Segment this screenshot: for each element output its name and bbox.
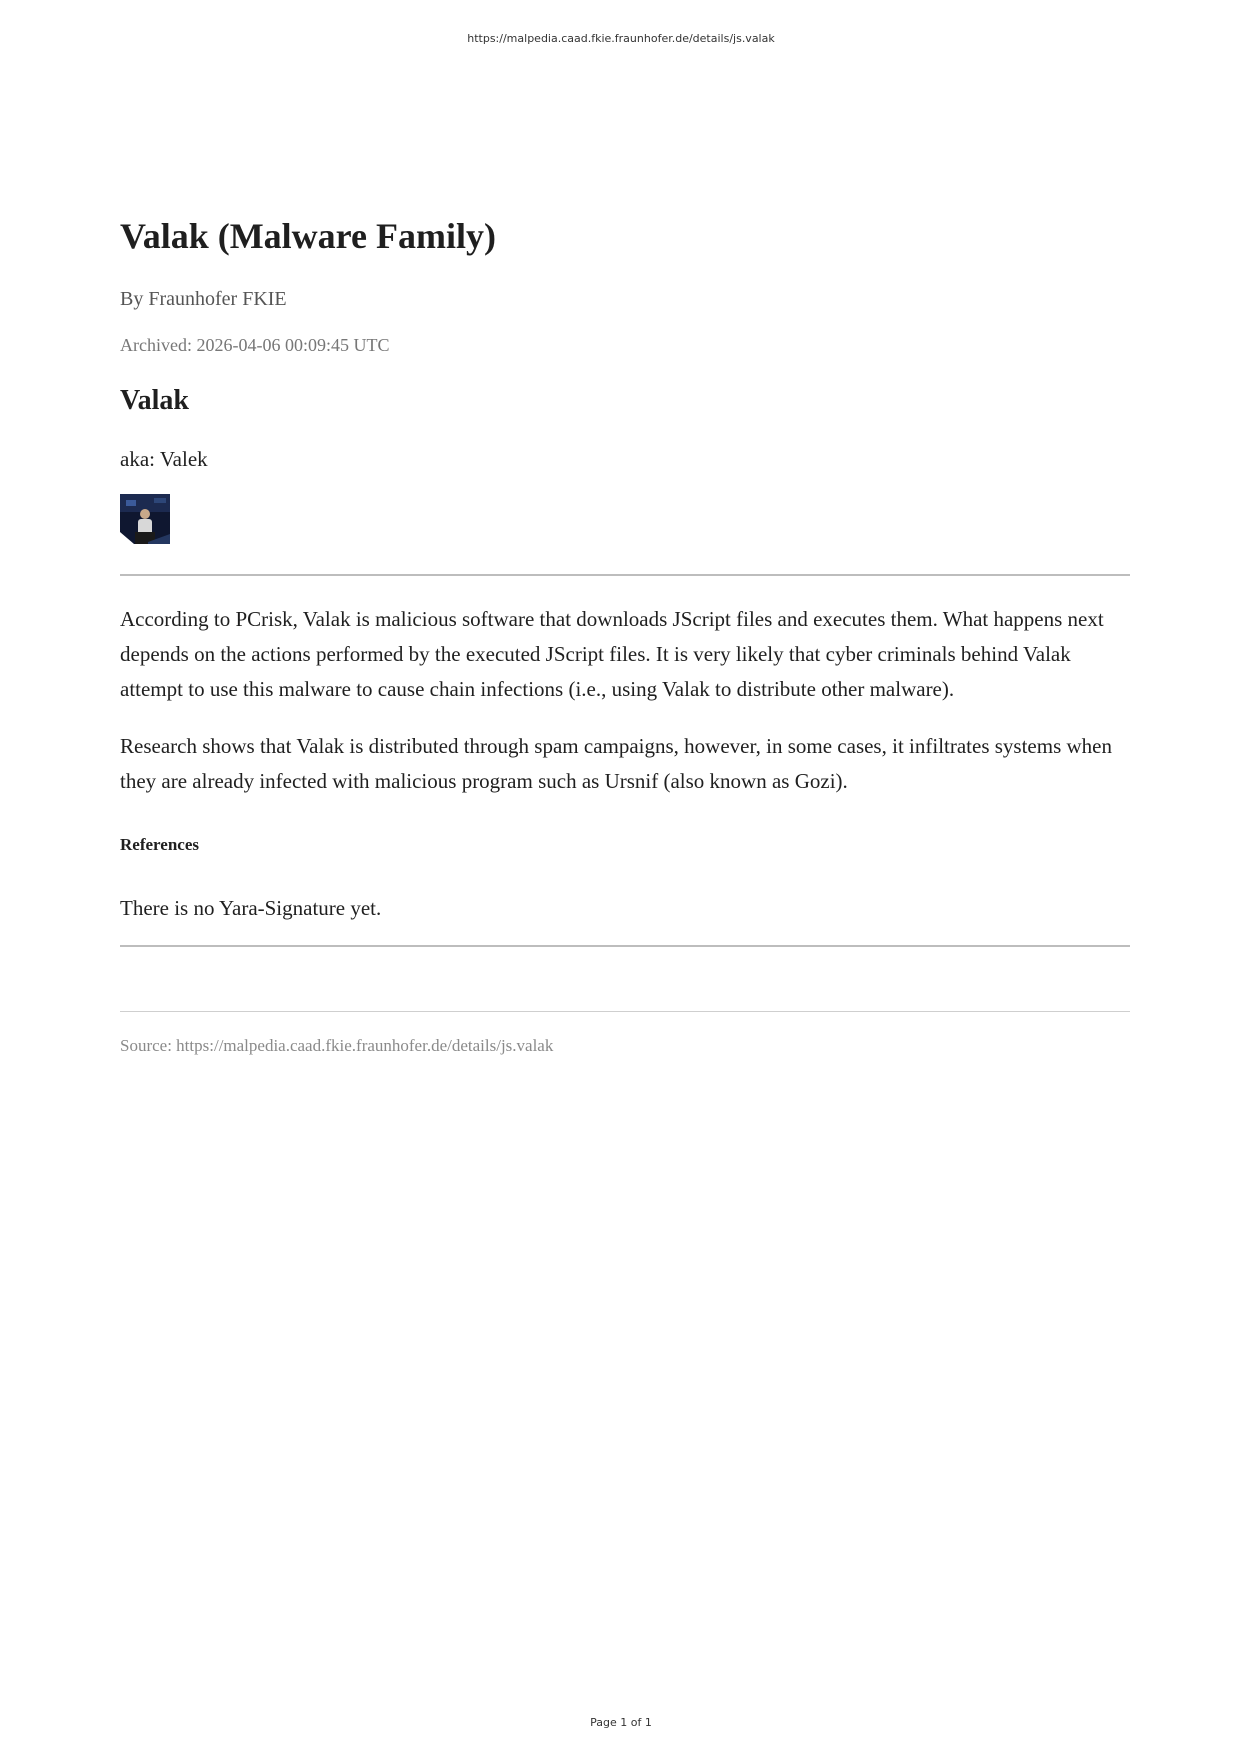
yara-status-text: There is no Yara-Signature yet. bbox=[120, 896, 382, 920]
page-number: Page 1 of 1 bbox=[590, 1716, 652, 1729]
references-heading: References bbox=[120, 835, 199, 854]
author-byline: By Fraunhofer FKIE bbox=[120, 288, 287, 310]
person-thumbnail-icon bbox=[120, 494, 170, 544]
article bbox=[120, 212, 1130, 1058]
description-paragraph: According to PCrisk, Valak is malicious software that downloads JScript files and executes them. What happens next depends on the actions performed by the executed JScript files. It is very likely that cyber criminals behind Valak attempt to use this malware to cause chain infections (i.e., using Valak to distribute other malware). bbox=[120, 607, 1104, 701]
footer-divider bbox=[120, 1011, 1130, 1012]
section-divider bbox=[120, 574, 1130, 576]
section-divider bbox=[120, 945, 1130, 947]
page-header-url: https://malpedia.caad.fkie.fraunhofer.de/details/js.valak bbox=[467, 32, 775, 45]
page-title: Valak (Malware Family) bbox=[120, 216, 496, 256]
alias-text: aka: Valek bbox=[120, 447, 208, 471]
malware-family-heading: Valak bbox=[120, 385, 190, 416]
description-paragraph: Research shows that Valak is distributed through spam campaigns, however, in some cases, it infiltrates systems when they are already infected with malicious program such as Ursnif (also known as Gozi). bbox=[120, 734, 1112, 793]
archived-timestamp: Archived: 2026-04-06 00:09:45 UTC bbox=[120, 335, 390, 355]
source-link: Source: https://malpedia.caad.fkie.fraunhofer.de/details/js.valak bbox=[120, 1036, 554, 1055]
